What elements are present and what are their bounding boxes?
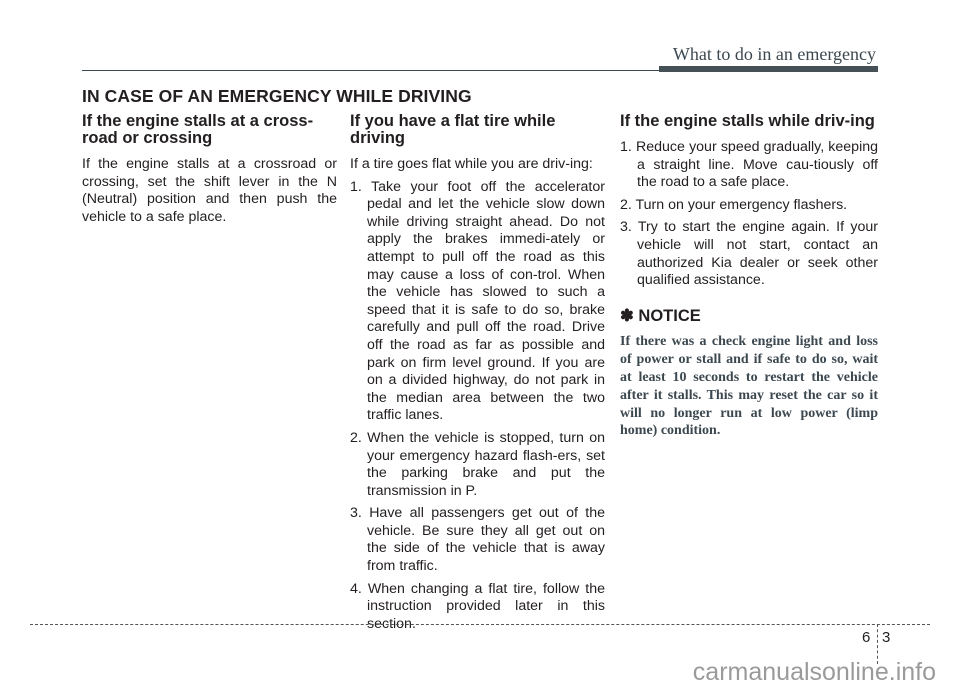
- page-number: 3: [882, 629, 891, 646]
- header-bar: [659, 66, 878, 72]
- notice-title: ✽ NOTICE: [620, 306, 701, 325]
- list-item: 4. When changing a flat tire, follow the instruction provided later in this section.: [350, 580, 605, 632]
- watermark: carmanualsonline.info: [692, 658, 936, 686]
- chapter-header: What to do in an emergency: [672, 44, 876, 64]
- list-item: 1. Reduce your speed gradually, keeping a straight line. Move cau-tiously off the road to a safe place.: [620, 139, 878, 191]
- list-item: 1. Take your foot off the accelerator pedal and let the vehicle slow down while driving straight ahead. Do not apply the brakes immedi-ately or attempt to pull off the road as this may cause a loss of con-trol. When the vehicle has slowed to such a speed that it is safe to do so, brake carefully and pull off the road. Drive off the road as far as possible and park on firm level ground. If you are on a divided highway, do not park in the median area between the two traffic lanes.: [350, 178, 605, 424]
- column-flat-tire: [350, 113, 605, 638]
- notice-body: If there was a check engine light and loss of power or stall and if safe to do so, wait at least 10 seconds to restart the vehicle after it stalls. This may reset the car so it will no longer run at low power (limp home) condition.: [620, 334, 878, 439]
- list-item: 3. Try to start the engine again. If your vehicle will not start, contact an authorized Kia dealer or seek other qualified assistance.: [620, 219, 878, 289]
- paragraph: If a tire goes flat while you are driv-ing:: [350, 156, 593, 172]
- heading-engine-stall: If the engine stalls while driv-ing: [620, 112, 875, 130]
- footer-rule: [30, 624, 930, 625]
- steps-list: [620, 139, 878, 290]
- heading-crossroad: If the engine stalls at a cross-road or crossing: [82, 112, 314, 147]
- header-rule: [82, 70, 662, 71]
- heading-flat-tire: If you have a flat tire while driving: [350, 112, 556, 147]
- list-item: 2. Turn on your emergency flashers.: [620, 196, 848, 213]
- chapter-number: 6: [862, 629, 871, 646]
- steps-list: [350, 179, 605, 634]
- list-item: 3. Have all passengers get out of the vehicle. Be sure they all get out on the side of the vehicle that is away from traffic.: [350, 505, 605, 575]
- section-title: IN CASE OF AN EMERGENCY WHILE DRIVING: [82, 86, 472, 106]
- column-crossroad: [82, 113, 337, 226]
- paragraph: If the engine stalls at a crossroad or crossing, set the shift lever in the N (Neutral) position and then push the vehicle to a safe place.: [82, 156, 337, 225]
- column-engine-stall: [620, 113, 878, 440]
- list-item: 2. When the vehicle is stopped, turn on your emergency hazard flash-ers, set the parking brake and put the transmission in P.: [350, 429, 605, 499]
